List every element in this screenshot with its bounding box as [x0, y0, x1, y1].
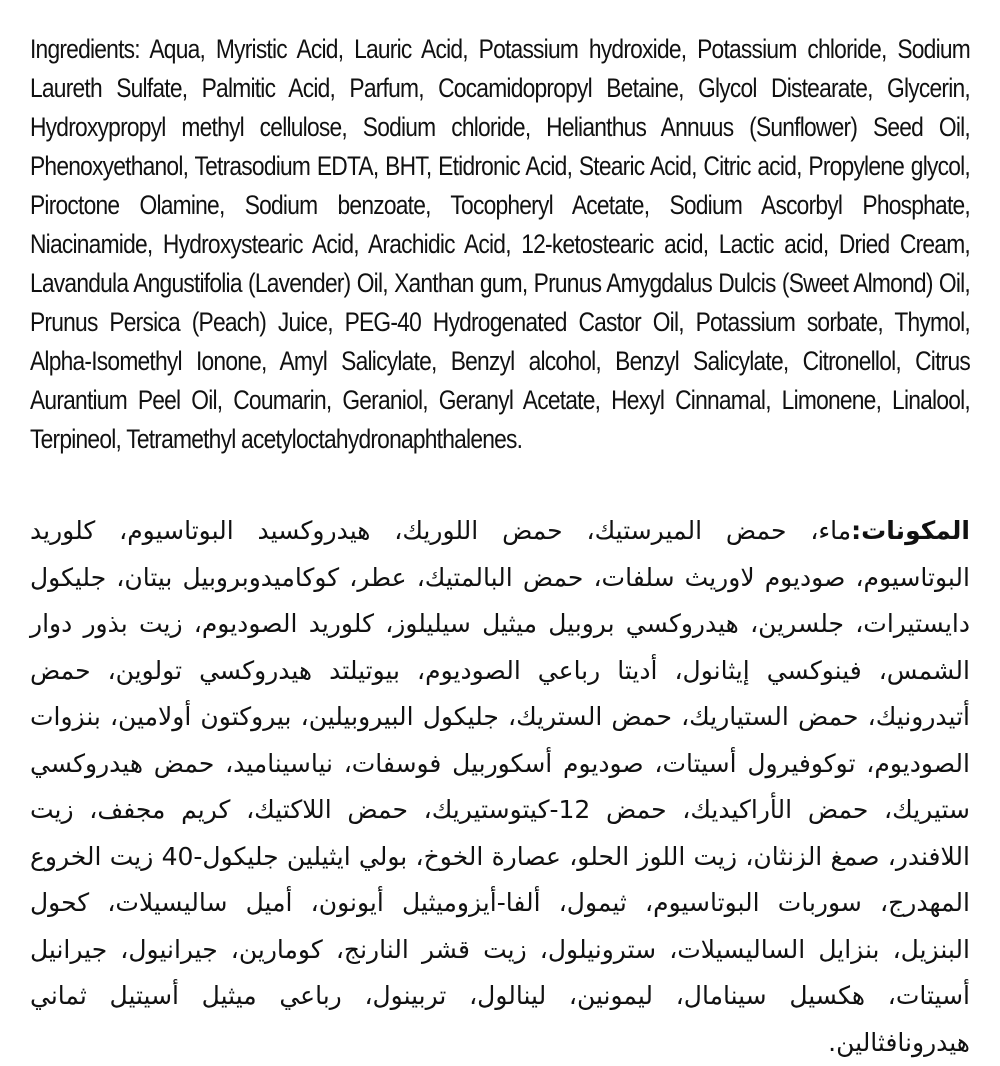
arabic-ingredients-paragraph	[30, 508, 970, 1066]
english-ingredients-paragraph	[30, 30, 970, 459]
ingredients-label-panel	[30, 30, 970, 1057]
arabic-ingredients-label: المكونات:	[851, 516, 970, 545]
english-ingredients-label: Ingredients:	[30, 34, 140, 64]
arabic-ingredients-list: ماء، حمض الميرستيك، حمض اللوريك، هيدروكسيد البوتاسيوم، كلوريد البوتاسيوم، صوديوم لاوريث سلفات، حمض البالمتيك، عطر، كوكاميدوبروبيل بيتان، جليكول دايستيرات، جلسرين، هيدروكسي بروبيل ميثيل سيليلوز، كلوريد الصوديوم، زيت بذور دوار الشمس، فينوكسي إيثانول، أديتا رباعي الصوديوم، بيوتيلتد هيدروكسي تولوين، حمض أتيدرونيك، حمض الستياريك، حمض الستريك، جليكول البيروبيلين، بيروكتون أولامين، بنزوات الصوديوم، توكوفيرول أسيتات، صوديوم أسكوربيل فوسفات، نياسيناميد، حمض هيدروكسي ستيريك، حمض الأراكيديك، حمض 12-كيتوستيريك، حمض اللاكتيك، كريم مجفف، زيت اللافندر، صمغ الزنثان، زيت اللوز الحلو، عصارة الخوخ، بولي ايثيلين جليكول-40 زيت الخروع المهدرج، سوربات البوتاسيوم، ثيمول، ألفا-أيزوميثيل أيونون، أميل ساليسيلات، كحول البنزيل، بنزايل الساليسيلات، سترونيلول، زيت قشر النارنج، كومارين، جيرانيول، جيرانيل أسيتات، هكسيل سينامال، ليمونين، لينالول، تربينول، رباعي ميثيل أسيتيل ثماني هيدرونافثالين.	[30, 516, 970, 1057]
english-ingredients-list: Aqua, Myristic Acid, Lauric Acid, Potassium hydroxide, Potassium chloride, Sodium Laureth Sulfate, Palmitic Acid, Parfum, Cocamidopropyl Betaine, Glycol Distearate, Glycerin, Hydroxypropyl methyl cellulose, Sodium chloride, Helianthus Annuus (Sunflower) Seed Oil, Phenoxyethanol, Tetrasodium EDTA, BHT, Etidronic Acid, Stearic Acid, Citric acid, Propylene glycol, Piroctone Olamine, Sodium benzoate, Tocopheryl Acetate, Sodium Ascorbyl Phosphate, Niacinamide, Hydroxystearic Acid, Arachidic Acid, 12-ketostearic acid, Lactic acid, Dried Cream, Lavandula Angustifolia (Lavender) Oil, Xanthan gum, Prunus Amygdalus Dulcis (Sweet Almond) Oil, Prunus Persica (Peach) Juice, PEG-40 Hydrogenated Castor Oil, Potassium sorbate, Thymol, Alpha-Isomethyl Ionone, Amyl Salicylate, Benzyl alcohol, Benzyl Salicylate, Citronellol, Citrus Aurantium Peel Oil, Coumarin, Geraniol, Geranyl Acetate, Hexyl Cinnamal, Limonene, Linalool, Terpineol, Tetramethyl acetyloctahydronaphthalenes.	[30, 34, 970, 454]
